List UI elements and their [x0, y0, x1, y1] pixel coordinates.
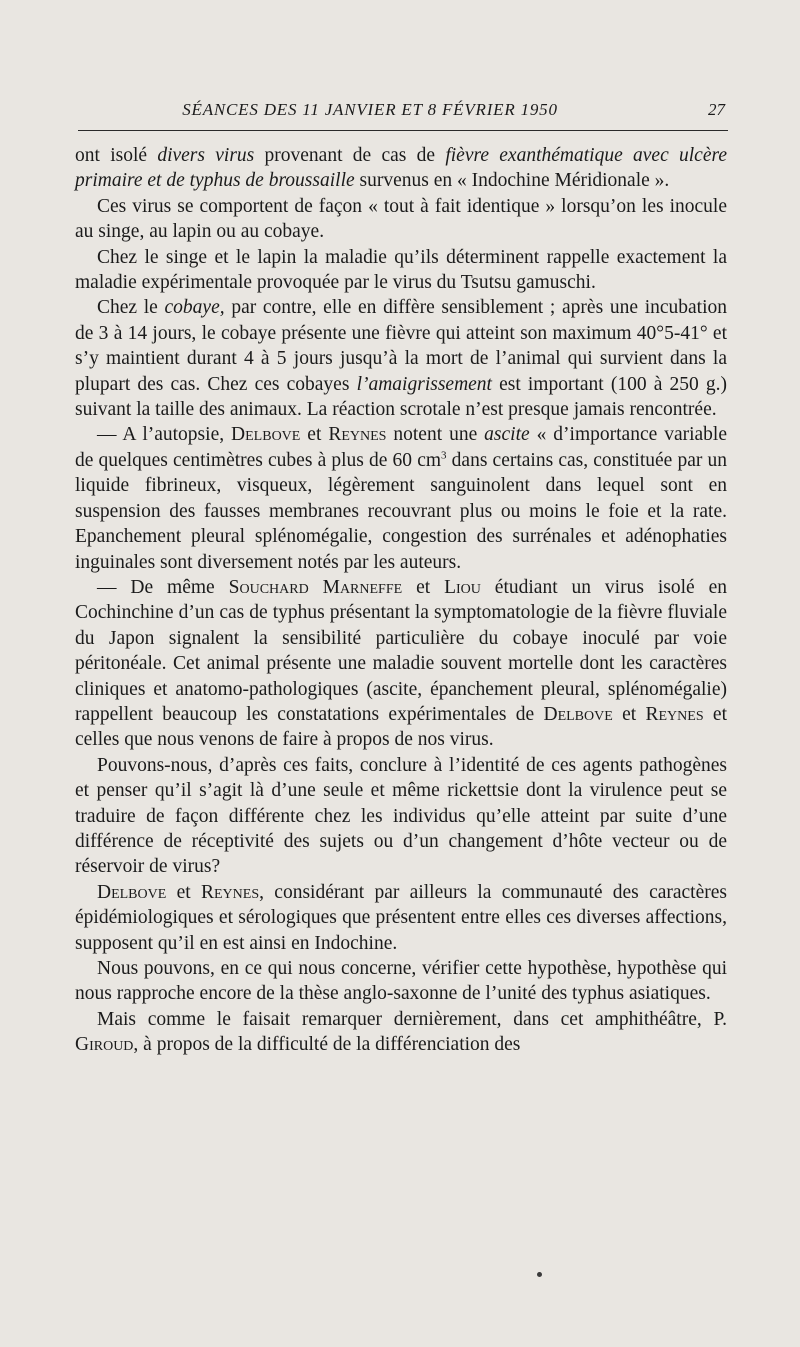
italic-phrase: cobaye, — [164, 297, 225, 319]
italic-phrase: divers virus — [157, 145, 255, 166]
paragraph-7: Pouvons-nous, d’après ces faits, conclure à l’identité de ces agents pathogènes et penser qu’il s’agit là d’une seule et même rickettsie dont la virulence peut se traduire de façon différente chez les individus qu’elle atteint par suite d’une différence de réceptivité des sujets ou d’un changement d’hôte vecteur ou de réservoir de virus? — [75, 754, 727, 878]
page-number: 27 — [708, 100, 725, 119]
text-run: notent une — [386, 424, 485, 446]
author-name: Delbove — [543, 703, 613, 725]
superscript: 3 — [441, 449, 447, 462]
text-run: ont isolé — [75, 145, 158, 166]
italic-phrase: fièvre exanthématique avec ulcère primaire et de typhus de broussaille — [75, 145, 727, 192]
author-name: Reynes — [645, 703, 704, 725]
text-run: Chez le — [97, 297, 165, 319]
text-run: et — [612, 703, 646, 725]
text-run: — De même — [97, 576, 229, 598]
text-run: survenus en « Indochine Méridionale ». — [354, 170, 670, 192]
ink-speck — [537, 1272, 542, 1277]
author-name: Liou — [444, 576, 481, 598]
paragraph-10 — [75, 1007, 727, 1058]
paragraph-6 — [75, 575, 727, 753]
header-rule — [78, 130, 728, 131]
text-run: provenant de cas de — [254, 145, 446, 166]
author-name: Delbove — [231, 424, 301, 446]
paragraph-1 — [75, 143, 727, 194]
text-run: étudiant un virus isolé en Cochinchine d’un cas de typhus présentant la symptomatologie de la fièvre fluviale du Japon signalent la sensibilité particulière du cobaye inoculé par voie péritonéale. Cet animal présente une maladie souvent mortelle dont les caractères cliniques et anatomo-pathologiques (ascite, épanchement pleural, splénomégalie) rappellent beaucoup les constatations expérimentales de — [75, 576, 727, 725]
text-run: Mais comme le faisait remarquer dernièrement, dans cet amphithéâtre, P. — [97, 1008, 727, 1030]
text-run: , considérant par ailleurs la communauté des caractères épidémiologiques et sérologiques que présentent entre elles ces diverses affections, supposent qu’il en est ainsi en Indochine. — [75, 881, 727, 954]
text-run: — A l’autopsie, — [97, 424, 232, 446]
paragraph-2: Ces virus se comportent de façon « tout à fait identique » lorsqu’on les inocule au singe, au lapin ou au cobaye. — [75, 195, 727, 243]
paragraph-4 — [75, 295, 727, 422]
paragraph-5 — [75, 422, 727, 574]
italic-phrase: ascite — [484, 424, 530, 446]
author-name: Giroud — [75, 1034, 134, 1056]
text-run: et — [166, 881, 201, 903]
text-run: dans certains cas, constituée par un liquide fibrineux, visqueux, légèrement sanguinolent dans lequel sont en suspension des fausses membranes recouvrant plus ou moins le foie et la rate. Epanchement pleural splénomégalie, congestion des surrénales et adénophaties inguinales sont diversement notés par les auteurs. — [75, 449, 727, 573]
italic-phrase: l’amaigrissement — [356, 373, 492, 395]
text-run: et celles que nous venons de faire à propos de nos virus. — [75, 703, 727, 751]
body-text — [75, 143, 727, 1058]
running-head — [75, 98, 725, 126]
text-run: par contre, elle en diffère sensiblement ; après une incubation de 3 à 14 jours, le cobaye présente une fièvre qui atteint son maximum 40°5-41° et s’y maintient durant 4 à 5 jours jusqu’à la mort de l’animal qui survient dans la plupart des cas. Chez ces cobayes — [75, 297, 728, 395]
text-run: et — [300, 424, 329, 446]
paragraph-3: Chez le singe et le lapin la maladie qu’ils déterminent rappelle exactement la maladie expérimentale provoquée par le virus du Tsutsu gamuschi. — [75, 246, 727, 294]
text-run: « d’importance variable de quelques centimètres cubes à plus de 60 cm — [75, 424, 727, 471]
author-name: Reynes — [200, 881, 260, 903]
paragraph-9: Nous pouvons, en ce qui nous concerne, vérifier cette hypothèse, hypothèse qui nous rapproche encore de la thèse anglo-saxonne de l’unité des typhus asiatiques. — [75, 958, 727, 1005]
author-name: Delbove — [97, 881, 167, 903]
text-run: est important (100 à 250 g.) suivant la taille des animaux. La réaction scrotale n’est presque jamais rencontrée. — [75, 373, 727, 421]
paragraph-8 — [75, 880, 727, 956]
text-run: , à propos de la difficulté de la différenciation des — [133, 1034, 521, 1056]
author-name: Reynes — [328, 424, 387, 446]
author-name: Souchard Marneffe — [228, 576, 403, 598]
running-head-title: SÉANCES DES 11 JANVIER ET 8 FÉVRIER 1950 — [182, 100, 558, 119]
text-run: et — [402, 576, 445, 598]
